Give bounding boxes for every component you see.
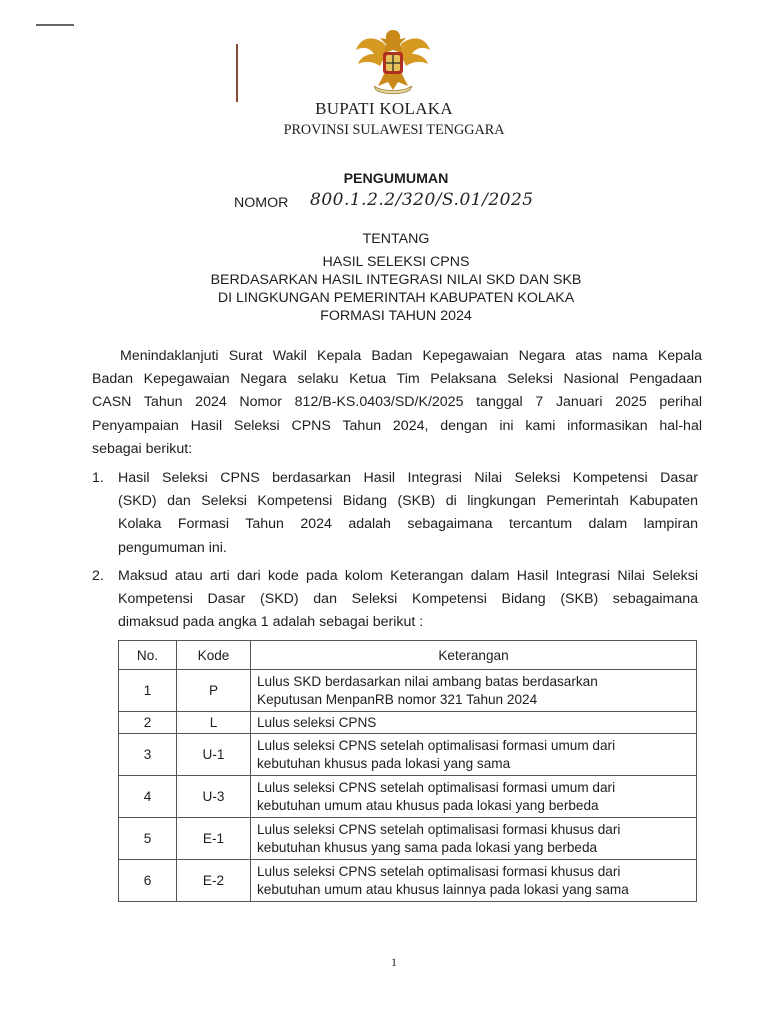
subject-line-2: BERDASARKAN HASIL INTEGRASI NILAI SKD DAN SKB <box>210 272 582 288</box>
row-keterangan: Lulus seleksi CPNS setelah optimalisasi formasi khusus dari kebutuhan khusus yang sama pada lokasi yang berbeda <box>251 818 697 860</box>
row-no: 2 <box>119 712 177 734</box>
item-2-text <box>118 565 698 635</box>
item-1-line-1: Hasil Seleksi CPNS berdasarkan Hasil Integrasi Nilai Seleksi Kompetensi Dasar <box>118 470 698 486</box>
table-row <box>119 818 697 860</box>
item-2-line-2: Kompetensi Dasar (SKD) dan Seleksi Kompetensi Bidang (SKB) sebagaimana <box>118 591 698 608</box>
page-number: 1 <box>391 955 397 969</box>
intro-line-4: Penyampaian Hasil Seleksi CPNS Tahun 2024, dengan ini kami informasikan hal-hal <box>92 417 702 434</box>
header-kode: Kode <box>177 641 251 670</box>
subject-line-3: DI LINGKUNGAN PEMERINTAH KABUPATEN KOLAKA <box>217 290 575 306</box>
row-no: 3 <box>119 734 177 776</box>
item-2-line-3: dimaksud pada angka 1 adalah sebagai berikut : <box>118 614 424 631</box>
row-keterangan: Lulus SKD berdasarkan nilai ambang batas berdasarkan Keputusan MenpanRB nomor 321 Tahun 2024 <box>251 670 697 712</box>
number-value: 800.1.2.2/320/S.01/2025 <box>310 190 534 210</box>
item-2-line-1: Maksud atau arti dari kode pada kolom Keterangan dalam Hasil Integrasi Nilai Seleksi <box>118 568 698 584</box>
intro-line-1: Menindaklanjuti Surat Wakil Kepala Badan Kepegawaian Negara atas nama Kepala <box>120 348 702 364</box>
table-row <box>119 734 697 776</box>
about-label: TENTANG <box>362 231 430 247</box>
table-row <box>119 712 697 734</box>
intro-line-2: Badan Kepegawaian Negara selaku Ketua Tim Pelaksana Seleksi Nasional Pengadaan <box>92 371 702 388</box>
table-row <box>119 860 697 902</box>
announcement-heading: PENGUMUMAN <box>343 171 449 187</box>
item-1-line-3: Kolaka Formasi Tahun 2024 adalah sebagaimana tercantum dalam lampiran <box>118 516 698 533</box>
header-no: No. <box>119 641 177 670</box>
row-keterangan: Lulus seleksi CPNS setelah optimalisasi formasi khusus dari kebutuhan umum atau khusus lainnya pada lokasi yang sama <box>251 860 697 902</box>
subject-line-4: FORMASI TAHUN 2024 <box>320 308 472 324</box>
intro-paragraph <box>92 345 702 461</box>
row-kode: L <box>177 712 251 734</box>
row-keterangan: Lulus seleksi CPNS setelah optimalisasi formasi umum dari kebutuhan khusus pada lokasi yang sama <box>251 734 697 776</box>
item-1-text <box>118 467 698 560</box>
letterhead-subtitle: PROVINSI SULAWESI TENGGARA <box>283 122 505 138</box>
intro-line-3: CASN Tahun 2024 Nomor 812/B-KS.0403/SD/K/2025 tanggal 7 Januari 2025 perihal <box>92 394 702 411</box>
row-kode: E-2 <box>177 860 251 902</box>
row-no: 4 <box>119 776 177 818</box>
row-kode: U-3 <box>177 776 251 818</box>
row-keterangan: Lulus seleksi CPNS setelah optimalisasi formasi umum dari kebutuhan umum atau khusus pada lokasi yang berbeda <box>251 776 697 818</box>
table-row <box>119 776 697 818</box>
row-kode: E-1 <box>177 818 251 860</box>
header-keterangan: Keterangan <box>251 641 697 670</box>
row-kode: P <box>177 670 251 712</box>
row-no: 1 <box>119 670 177 712</box>
row-no: 6 <box>119 860 177 902</box>
code-table <box>118 640 697 902</box>
number-label: NOMOR <box>234 195 289 211</box>
table-row <box>119 670 697 712</box>
scan-mark <box>36 24 74 26</box>
item-1-line-2: (SKD) dan Seleksi Kompetensi Bidang (SKB) di lingkungan Pemerintah Kabupaten <box>118 493 698 510</box>
row-no: 5 <box>119 818 177 860</box>
garuda-pancasila-emblem <box>352 24 434 96</box>
scan-line <box>236 44 238 102</box>
item-1-line-4: pengumuman ini. <box>118 539 227 556</box>
subject-line-1: HASIL SELEKSI CPNS <box>322 254 470 270</box>
item-1-number: 1. <box>92 470 104 486</box>
intro-line-5: sebagai berikut: <box>92 440 193 457</box>
row-keterangan: Lulus seleksi CPNS <box>251 712 697 734</box>
item-2-number: 2. <box>92 568 104 584</box>
row-kode: U-1 <box>177 734 251 776</box>
table-header-row <box>119 641 697 670</box>
letterhead-title: BUPATI KOLAKA <box>315 99 453 118</box>
